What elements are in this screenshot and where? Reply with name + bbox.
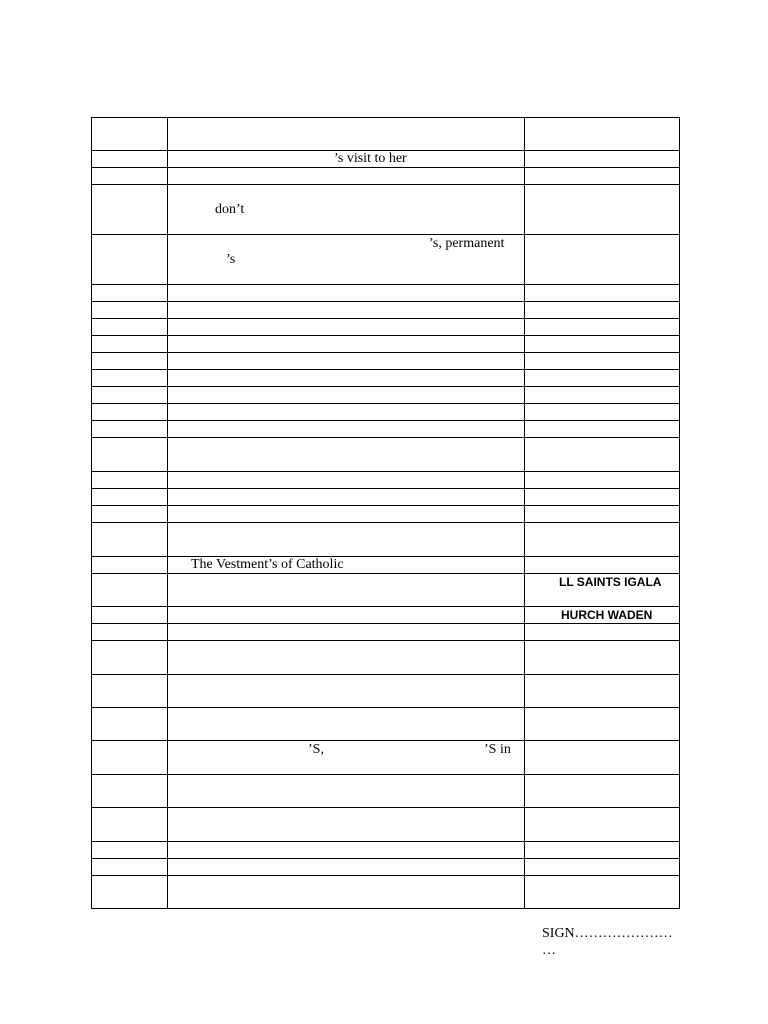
table-cell	[168, 151, 525, 168]
table-cell	[525, 808, 680, 842]
table-cell	[92, 859, 168, 876]
table-cell	[168, 370, 525, 387]
table-cell	[92, 708, 168, 741]
table-cell	[92, 876, 168, 909]
table-cell	[168, 641, 525, 675]
table-cell	[525, 624, 680, 641]
table-cell	[525, 285, 680, 302]
table-row	[92, 506, 680, 523]
table-row	[92, 421, 680, 438]
table-cell	[92, 438, 168, 472]
table-cell	[168, 336, 525, 353]
table-cell	[92, 404, 168, 421]
table-cell	[168, 876, 525, 909]
table-cell	[92, 353, 168, 370]
church-name-text: LL SAINTS IGALA	[559, 575, 662, 589]
table-cell	[525, 151, 680, 168]
table-row	[92, 285, 680, 302]
table-row	[92, 557, 680, 574]
table-cell	[92, 151, 168, 168]
table-cell	[525, 404, 680, 421]
table-row	[92, 387, 680, 404]
table-cell	[168, 472, 525, 489]
table-cell	[168, 859, 525, 876]
table-cell	[525, 523, 680, 557]
cell-text: don’t	[215, 202, 245, 217]
table-cell	[168, 404, 525, 421]
table-cell	[168, 842, 525, 859]
table-cell	[92, 370, 168, 387]
table-cell	[168, 285, 525, 302]
table-row	[92, 185, 680, 235]
table-row	[92, 336, 680, 353]
table-cell	[92, 641, 168, 675]
table-row	[92, 775, 680, 808]
table-row	[92, 607, 680, 624]
table-cell	[168, 118, 525, 151]
table-row	[92, 842, 680, 859]
table-cell	[525, 472, 680, 489]
cell-text: ’s visit to her	[334, 151, 407, 166]
table-cell	[168, 168, 525, 185]
table-cell	[92, 235, 168, 285]
table-cell	[92, 808, 168, 842]
table-row	[92, 404, 680, 421]
table-cell	[92, 506, 168, 523]
table-cell	[92, 607, 168, 624]
table-cell	[525, 607, 680, 624]
table-cell	[168, 302, 525, 319]
table-row	[92, 472, 680, 489]
record-table	[91, 117, 680, 909]
table-cell	[525, 489, 680, 506]
table-cell	[525, 741, 680, 775]
table-cell	[92, 336, 168, 353]
table-row	[92, 353, 680, 370]
cell-text: ’s	[226, 252, 236, 267]
table-cell	[525, 708, 680, 741]
table-cell	[525, 118, 680, 151]
table-cell	[525, 336, 680, 353]
table-row	[92, 523, 680, 557]
table-cell	[525, 421, 680, 438]
table-cell	[525, 235, 680, 285]
table-row	[92, 808, 680, 842]
table-cell	[92, 118, 168, 151]
table-cell	[92, 285, 168, 302]
table-cell	[92, 557, 168, 574]
table-row	[92, 235, 680, 285]
church-warden-text: HURCH WADEN	[561, 608, 653, 622]
table-row	[92, 151, 680, 168]
table-row	[92, 859, 680, 876]
table-row	[92, 319, 680, 336]
table-cell	[168, 523, 525, 557]
table-cell	[92, 741, 168, 775]
table-cell	[168, 438, 525, 472]
table-row	[92, 370, 680, 387]
table-cell	[168, 387, 525, 404]
table-cell	[525, 353, 680, 370]
cell-text: The Vestment’s of Catholic	[191, 557, 344, 572]
table-cell	[168, 185, 525, 235]
table-cell	[168, 506, 525, 523]
signature-line	[542, 925, 682, 959]
signature-label: SIGN…………………	[542, 926, 673, 941]
table-row	[92, 489, 680, 506]
table-cell	[92, 421, 168, 438]
table-cell	[525, 185, 680, 235]
table-cell	[525, 876, 680, 909]
table-cell	[92, 675, 168, 708]
cell-text: ’S,	[308, 742, 324, 757]
table-row	[92, 118, 680, 151]
table-cell	[168, 557, 525, 574]
table-cell	[92, 775, 168, 808]
table-cell	[525, 168, 680, 185]
table-cell	[525, 319, 680, 336]
table-cell	[92, 574, 168, 607]
table-cell	[525, 557, 680, 574]
signature-continuation: …	[542, 943, 556, 958]
table-cell	[525, 574, 680, 607]
table-row	[92, 675, 680, 708]
table-cell	[92, 472, 168, 489]
table-cell	[168, 607, 525, 624]
table-cell	[168, 319, 525, 336]
table-cell	[92, 387, 168, 404]
table-cell	[168, 675, 525, 708]
table-cell	[92, 185, 168, 235]
cell-text: ’s, permanent	[429, 236, 505, 251]
table-cell	[168, 624, 525, 641]
table-cell	[92, 168, 168, 185]
table-cell	[92, 302, 168, 319]
cell-text: ’S in	[484, 742, 511, 757]
table-cell	[525, 387, 680, 404]
table-row	[92, 876, 680, 909]
table-cell	[525, 859, 680, 876]
table-cell	[525, 370, 680, 387]
table-cell	[525, 641, 680, 675]
table-cell	[92, 523, 168, 557]
table-row	[92, 708, 680, 741]
table-cell	[168, 775, 525, 808]
table-row	[92, 574, 680, 607]
table-cell	[168, 708, 525, 741]
table-cell	[168, 353, 525, 370]
table-cell	[525, 302, 680, 319]
table-row	[92, 168, 680, 185]
table-cell	[168, 808, 525, 842]
table-row	[92, 438, 680, 472]
table-cell	[168, 489, 525, 506]
table-cell	[525, 675, 680, 708]
table-cell	[92, 624, 168, 641]
table-cell	[525, 438, 680, 472]
table-cell	[525, 506, 680, 523]
table-cell	[168, 741, 525, 775]
table-row	[92, 641, 680, 675]
table-cell	[92, 319, 168, 336]
table-row	[92, 741, 680, 775]
table-cell	[525, 842, 680, 859]
table-cell	[168, 574, 525, 607]
table-cell	[168, 235, 525, 285]
table-row	[92, 624, 680, 641]
table-cell	[92, 489, 168, 506]
table-row	[92, 302, 680, 319]
table-cell	[168, 421, 525, 438]
table-cell	[92, 842, 168, 859]
table-cell	[525, 775, 680, 808]
